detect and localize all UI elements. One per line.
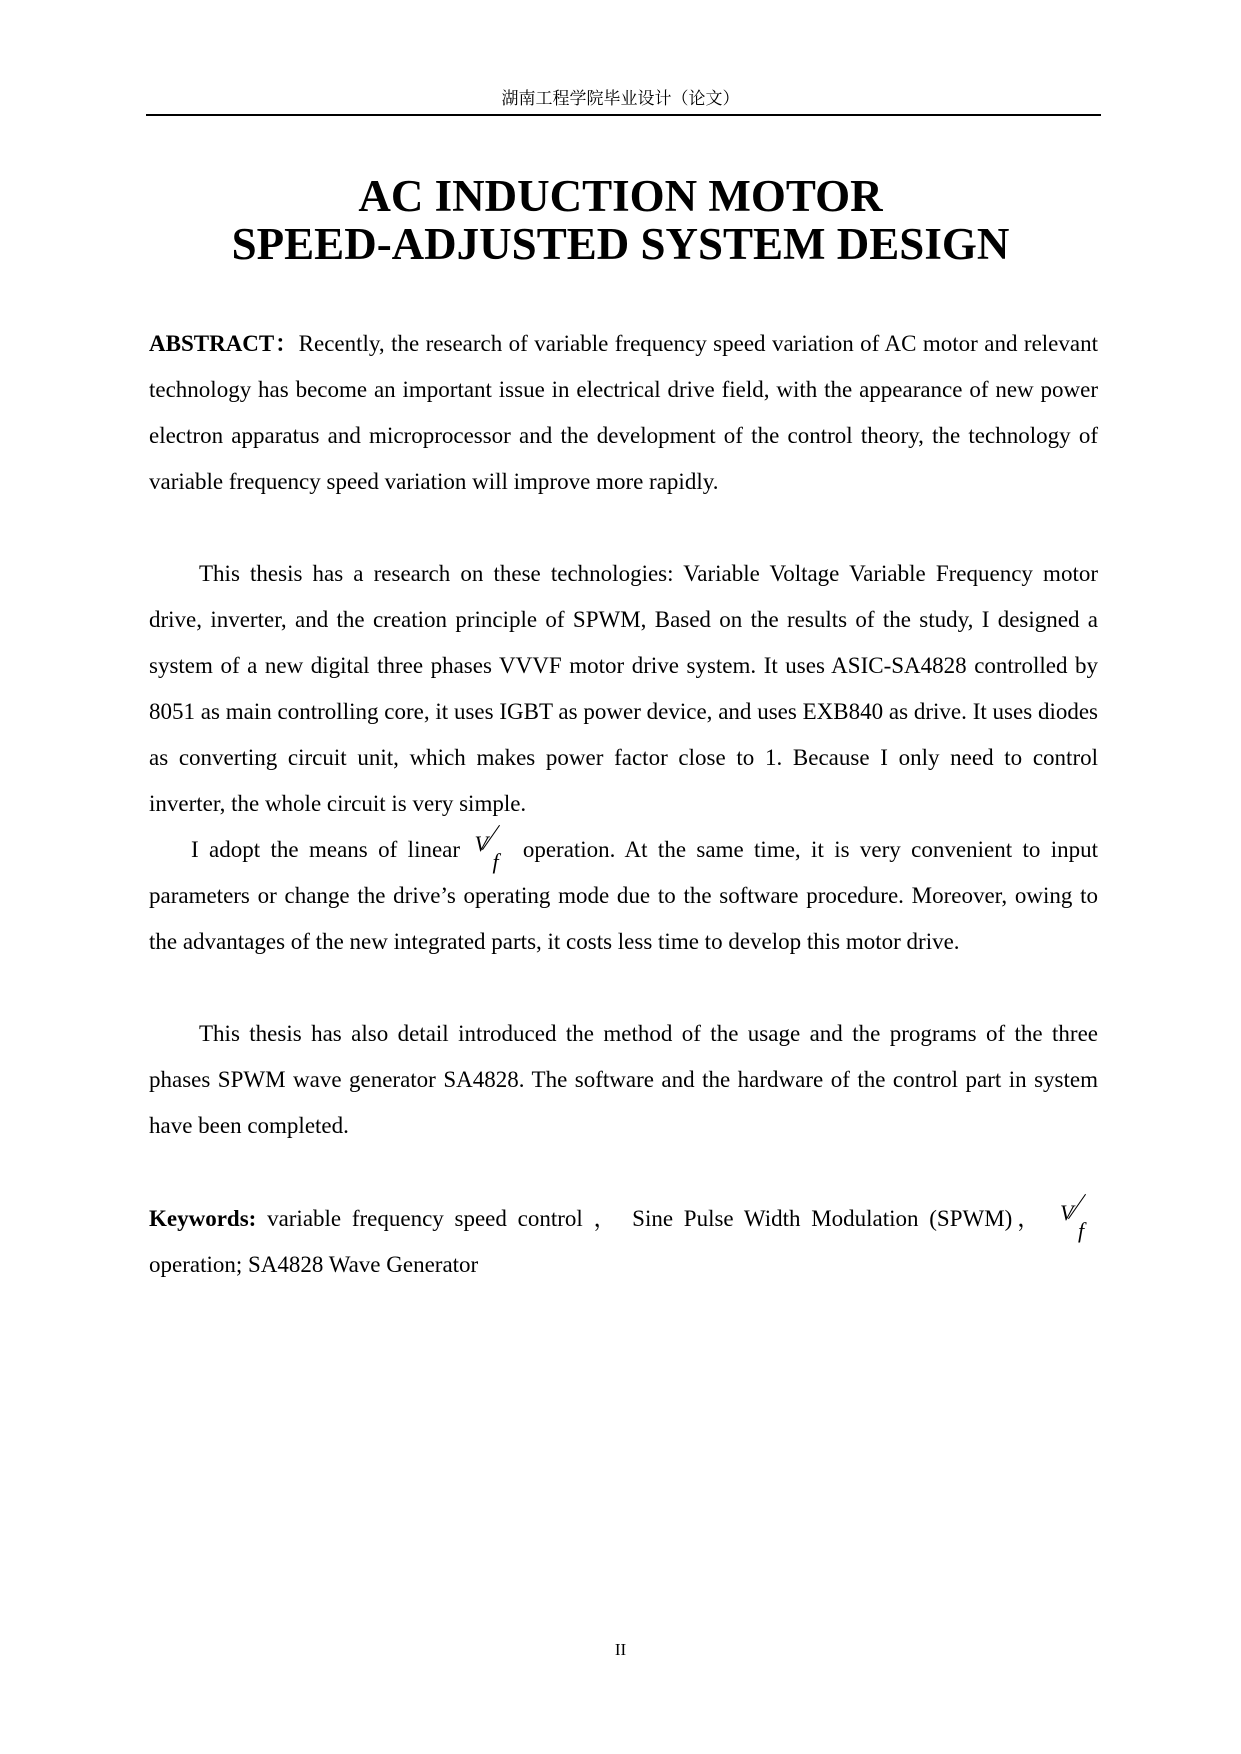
fraction-denominator: f: [492, 849, 499, 874]
paragraph-4-text: This thesis has also detail introduced the method of the usage and the programs of the three phases SPWM wave generator SA4828. The software and the hardware of the control part in system have been completed.: [149, 1021, 1098, 1138]
paper-title: [0, 172, 1241, 268]
page-number: II: [614, 1640, 627, 1659]
keywords-fraction-numerator: V: [1060, 1200, 1074, 1225]
running-header: 湖南工程学院毕业设计（论文）: [501, 89, 740, 108]
title-line-1: AC INDUCTION MOTOR: [358, 171, 883, 221]
v-over-f-fraction: [470, 827, 512, 873]
header-rule: [146, 114, 1101, 116]
title-line-2: SPEED-ADJUSTED SYSTEM DESIGN: [231, 219, 1010, 269]
abstract-label: ABSTRACT：: [149, 331, 299, 356]
keywords-fraction-denominator: f: [1078, 1218, 1085, 1243]
paragraph-3-before: I adopt the means of linear: [191, 837, 461, 862]
abstract-text: Recently, the research of variable frequency speed variation of AC motor and relevant technology has become an important issue in electrical drive field, with the appearance of new power electron apparatus and microprocessor and the development of the control theory, the technology of variable frequency speed variation will improve more rapidly.: [149, 331, 1098, 494]
body-paragraph-2: [149, 551, 1098, 827]
keywords-v-over-f-fraction: [1056, 1196, 1098, 1242]
keywords-before: variable frequency speed control ， Sine Pulse Width Modulation (SPWM)，: [267, 1206, 1046, 1231]
paragraph-2-text: This thesis has a research on these technologies: Variable Voltage Variable Frequency motor drive, inverter, and the creation principle of SPWM, Based on the results of the study, I designed a system of a new digital three phases VVVF motor drive system. It uses ASIC-SA4828 controlled by 8051 as main controlling core, it uses IGBT as power device, and uses EXB840 as drive. It uses diodes as converting circuit unit, which makes power factor close to 1. Because I only need to control inverter, the whole circuit is very simple.: [149, 561, 1098, 816]
paragraph-3-after: operation. At the same time, it is very convenient to input parameters or change the drive’s operating mode due to the software procedure. Moreover, owing to the advantages of the new integrated parts, it costs less time to develop this motor drive.: [149, 837, 1099, 954]
fraction-numerator: V: [474, 831, 488, 856]
keywords-after: operation; SA4828 Wave Generator: [149, 1252, 479, 1277]
keywords-paragraph: [149, 1196, 1098, 1288]
body-paragraph-4: [149, 1011, 1098, 1149]
keywords-label: Keywords:: [149, 1206, 257, 1231]
body-paragraph-3: [149, 827, 1098, 965]
abstract-paragraph: [149, 321, 1098, 505]
